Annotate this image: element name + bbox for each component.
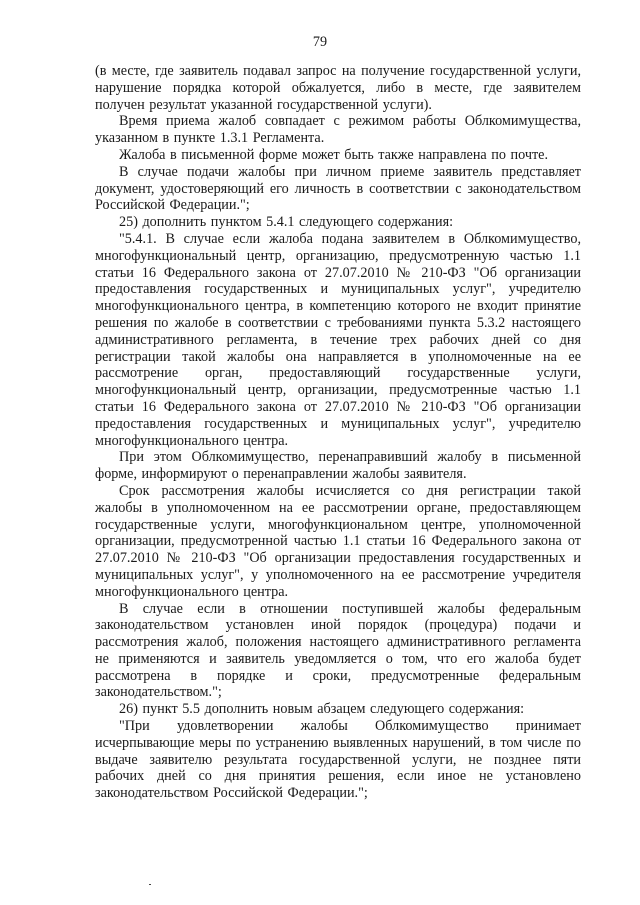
paragraph-5: 25) дополнить пунктом 5.4.1 следующего содержания: — [119, 214, 454, 231]
paragraph-8: Срок рассмотрения жалобы исчисляется со дня регистрации такой жалобы в уполномоченном на ее рассмотрении органе, предоставляющем государственные услуги, многофункциональном центре, уполномоченной организации, предусмотренной частью 1.1 статьи 16 Федерального закона от 27.07.2010 № 210-ФЗ "Об организации предоставления государственных и муниципальных услуг", у уполномоченного на ее рассмотрение учредителя многофункционального центра. — [95, 482, 581, 600]
page-number: 79 — [312, 34, 328, 50]
document-body — [95, 63, 581, 802]
paragraph-9: В случае если в отношении поступившей жалобы федеральным законодательством установлен иной порядок (процедура) подачи и рассмотрения жалоб, положения настоящего административного регламента не применяются и заявитель уведомляется о том, что его жалоба будет рассмотрена в порядке и сроки, предусмотренные федеральным законодательством."; — [95, 600, 581, 701]
paragraph-6: "5.4.1. В случае если жалоба подана заявителем в Облкомимущество, многофункциональный центр, организацию, предусмотренную частью 1.1 статьи 16 Федерального закона от 27.07.2010 № 210-ФЗ "Об организации предоставления государственных и муниципальных услуг", учредителю многофункционального центра, в компетенцию которого не входит принятие решения по жалобе в соответствии с требованиями пункта 5.3.2 настоящего административного регламента, в течение трех рабочих дней со дня регистрации такой жалобы она направляется в уполномоченные на ее рассмотрение орган, предоставляющий государственные услуги, многофункциональный центр, организации, предусмотренные частью 1.1 статьи 16 Федерального закона от 27.07.2010 № 210-ФЗ "Об организации предоставления государственных и муниципальных услуг", учредителю многофункционального центра. — [95, 230, 581, 449]
paragraph-2: Время приема жалоб совпадает с режимом работы Облкомимущества, указанном в пункте 1.3.1 Регламента. — [95, 113, 581, 147]
paragraph-11: "При удовлетворении жалобы Облкомимущество принимает исчерпывающие меры по устранению выявленных нарушений, в том числе по выдаче заявителю результата государственной услуги, не позднее пяти рабочих дней со дня принятия решения, если иное не установлено законодательством Российской Федерации."; — [95, 718, 581, 802]
scan-speck — [149, 884, 151, 885]
paragraph-4: В случае подачи жалобы при личном приеме заявитель представляет документ, удостоверяющий его личность в соответствии с законодательством Российской Федерации."; — [95, 163, 581, 214]
paragraph-3: Жалоба в письменной форме может быть также направлена по почте. — [119, 146, 549, 163]
paragraph-10: 26) пункт 5.5 дополнить новым абзацем следующего содержания: — [119, 701, 525, 718]
paragraph-1: (в месте, где заявитель подавал запрос на получение государственной услуги, нарушение порядка которой обжалуется, либо в месте, где заявителем получен результат указанной государственной услуги). — [95, 63, 581, 113]
paragraph-7: При этом Облкомимущество, перенаправивший жалобу в письменной форме, информируют о перенаправлении жалобы заявителя. — [95, 449, 581, 483]
